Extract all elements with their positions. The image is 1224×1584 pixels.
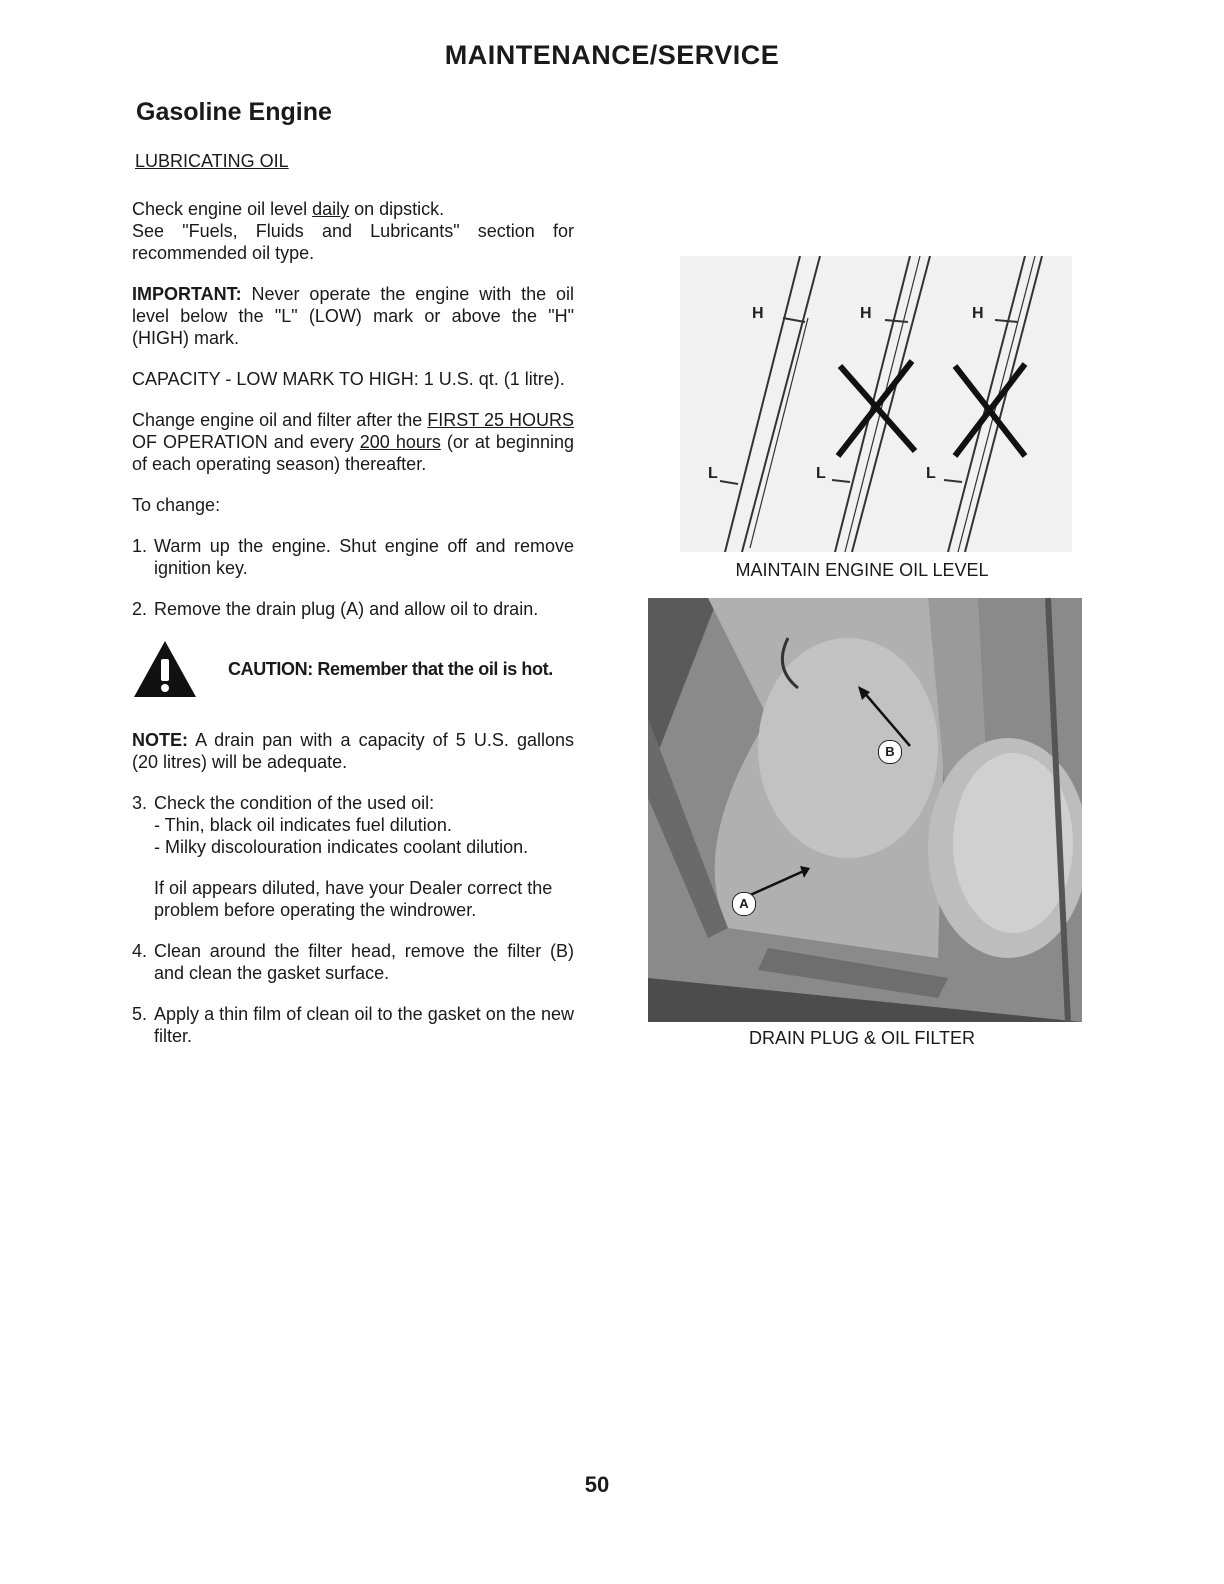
l-label-3: L bbox=[926, 465, 936, 482]
figure1-caption: MAINTAIN ENGINE OIL LEVEL bbox=[735, 560, 989, 580]
lubricating-oil-heading: LUBRICATING OIL bbox=[135, 151, 289, 171]
l-label-1: L bbox=[708, 465, 718, 482]
cross-mark-icon bbox=[838, 361, 915, 456]
change-interval-paragraph: Change engine oil and filter after the FIRST 25 HOURS OF OPERATION and every 200 hours (or at beginning of each operating season) thereafter. bbox=[132, 410, 575, 474]
h-label-3: H bbox=[972, 305, 984, 322]
instructions-column bbox=[132, 150, 574, 1066]
warning-triangle-icon bbox=[132, 639, 198, 699]
caution-notice bbox=[132, 639, 574, 699]
cross-mark-icon bbox=[955, 364, 1025, 456]
dipstick-illustration bbox=[680, 256, 1072, 552]
diluted-oil-paragraph: If oil appears diluted, have your Dealer correct the problem before operating the windrower. bbox=[154, 878, 553, 920]
important-paragraph: IMPORTANT: Never operate the engine with the oil level below the "L" (LOW) mark or above the "H" (HIGH) mark. bbox=[132, 284, 574, 348]
page-number: 50 bbox=[584, 1472, 610, 1497]
figure2-caption: DRAIN PLUG & OIL FILTER bbox=[748, 1028, 976, 1048]
engine-photo bbox=[648, 598, 1082, 1022]
callout-a: A bbox=[732, 892, 756, 916]
caution-text: CAUTION: Remember that the oil is hot. bbox=[228, 659, 553, 679]
callout-b: B bbox=[878, 740, 902, 764]
h-label-2: H bbox=[860, 305, 872, 322]
to-change-label: To change: bbox=[132, 495, 221, 515]
step-5: 5. Apply a thin film of clean oil to the gasket on the new filter. bbox=[132, 1004, 574, 1046]
l-label-2: L bbox=[816, 465, 826, 482]
step-2: 2. Remove the drain plug (A) and allow oil to drain. bbox=[132, 599, 539, 619]
check-oil-paragraph: Check engine oil level daily on dipstick. See "Fuels, Fluids and Lubricants" section for recommended oil type. bbox=[132, 199, 574, 263]
step-3: 3. Check the condition of the used oil: - Thin, black oil indicates fuel dilution. - Milky discolouration indicates coolant dilution. bbox=[132, 793, 529, 857]
h-label-1: H bbox=[752, 305, 764, 322]
capacity-paragraph: CAPACITY - LOW MARK TO HIGH: 1 U.S. qt. (1 litre). bbox=[132, 369, 565, 389]
section-title: Gasoline Engine bbox=[136, 98, 332, 126]
dipstick-correct bbox=[720, 256, 820, 552]
page-header: MAINTENANCE/SERVICE bbox=[444, 40, 780, 70]
step-4: 4. Clean around the filter head, remove the filter (B) and clean the gasket surface. bbox=[132, 941, 574, 983]
note-paragraph: NOTE: A drain pan with a capacity of 5 U.S. gallons (20 litres) will be adequate. bbox=[132, 730, 574, 772]
step-1: 1. Warm up the engine. Shut engine off and remove ignition key. bbox=[132, 536, 574, 578]
